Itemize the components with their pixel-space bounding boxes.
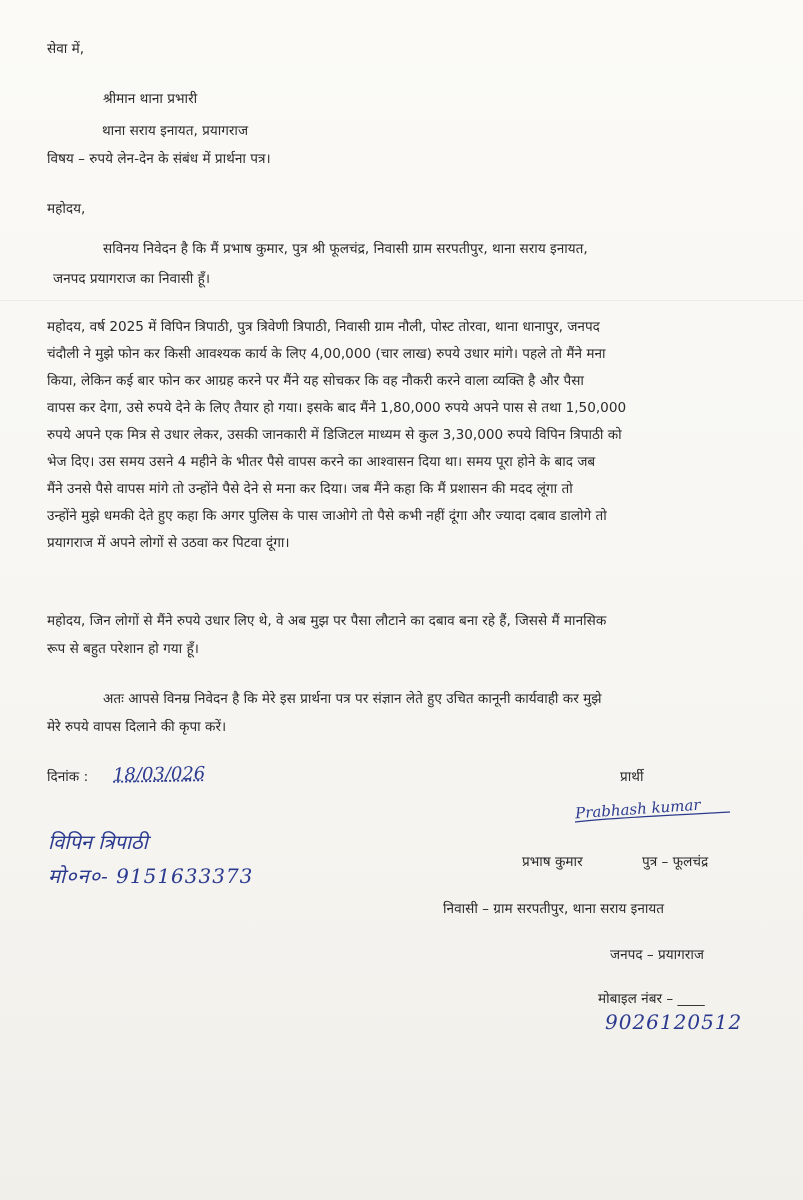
- paper-fold-line: [0, 300, 803, 301]
- para2-line: चंदौली ने मुझे फोन कर किसी आवश्यक कार्य के लिए 4,00,000 (चार लाख) रुपये उधार मांगे। पहले तो मैंने मना: [47, 346, 606, 362]
- para2-line: महोदय, वर्ष 2025 में विपिन त्रिपाठी, पुत्र त्रिवेणी त्रिपाठी, निवासी ग्राम नौली, पोस्ट तोरवा, थाना धानापुर, जनपद: [47, 319, 600, 335]
- applicant-address: निवासी – ग्राम सरपतीपुर, थाना सराय इनायत: [443, 901, 665, 917]
- recipient-title: श्रीमान थाना प्रभारी: [103, 91, 198, 107]
- para2-line: प्रयागराज में अपने लोगों से उठवा कर पिटवा दूंगा।: [47, 535, 290, 551]
- date-handwritten: 18/03/026: [112, 763, 206, 786]
- para2-line: भेज दिए। उस समय उसने 4 महीने के भीतर पैसे वापस करने का आश्वासन दिया था। समय पूरा होने के बाद जब: [47, 454, 596, 470]
- recipient-station: थाना सराय इनायत, प्रयागराज: [102, 123, 249, 139]
- para2-line: उन्होंने मुझे धमकी देते हुए कहा कि अगर पुलिस के पास जाओगे तो पैसे कभी नहीं दूंगा और ज्यादा दबाव डालोगे तो: [47, 508, 607, 524]
- handwritten-name: विपिन त्रिपाठी: [48, 830, 148, 854]
- subject-line: विषय – रुपये लेन-देन के संबंध में प्रार्थना पत्र।: [47, 151, 271, 167]
- para3-line: महोदय, जिन लोगों से मैंने रुपये उधार लिए थे, वे अब मुझ पर पैसा लौटाने का दबाव बना रहे हैं, जिससे मैं मानसिक: [47, 613, 607, 629]
- applicant-district: जनपद – प्रयागराज: [610, 947, 704, 963]
- mobile-label: मोबाइल नंबर – ____: [598, 991, 705, 1007]
- para2-line: रुपये अपने एक मित्र से उधार लेकर, उसकी जानकारी में डिजिटल माध्यम से कुल 3,30,000 रुपये विपिन त्रिपाठी को: [47, 427, 622, 443]
- greeting: महोदय,: [47, 201, 86, 217]
- applicant-label: प्रार्थी: [620, 769, 644, 785]
- para1-line: जनपद प्रयागराज का निवासी हूँ।: [53, 271, 211, 287]
- para4-line: मेरे रुपये वापस दिलाने की कृपा करें।: [47, 719, 227, 735]
- handwritten-mobile: मो०न०- 9151633373: [48, 864, 254, 888]
- para2-line: वापस कर देगा, उसे रुपये देने के लिए तैयार हो गया। इसके बाद मैंने 1,80,000 रुपये अपने पास से तथा 1,50,000: [47, 400, 627, 416]
- para2-line: किया, लेकिन कई बार फोन कर आग्रह करने पर मैंने यह सोचकर कि वह नौकरी करने वाला व्यक्ति है और पैसा: [47, 373, 584, 389]
- para4-line: अतः आपसे विनम्र निवेदन है कि मेरे इस प्रार्थना पत्र पर संज्ञान लेते हुए उचित कानूनी कार्यवाही कर मुझे: [103, 691, 602, 707]
- applicant-name: प्रभाष कुमार: [522, 854, 583, 870]
- salutation: सेवा में,: [47, 41, 85, 57]
- para2-line: मैंने उनसे पैसे वापस मांगे तो उन्होंने पैसे देने से मना कर दिया। जब मैंने कहा कि मैं प्रशासन की मदद लूंगा तो: [47, 481, 573, 497]
- applicant-parent: पुत्र – फूलचंद्र: [642, 854, 709, 870]
- date-label: दिनांक :: [47, 769, 89, 785]
- mobile-handwritten: 9026120512: [605, 1010, 743, 1034]
- para1-line: सविनय निवेदन है कि मैं प्रभाष कुमार, पुत्र श्री फूलचंद्र, निवासी ग्राम सरपतीपुर, थाना सराय इनायत,: [103, 241, 588, 257]
- signature: Prabhash kumar: [574, 795, 702, 823]
- para3-line: रूप से बहुत परेशान हो गया हूँ।: [47, 641, 199, 657]
